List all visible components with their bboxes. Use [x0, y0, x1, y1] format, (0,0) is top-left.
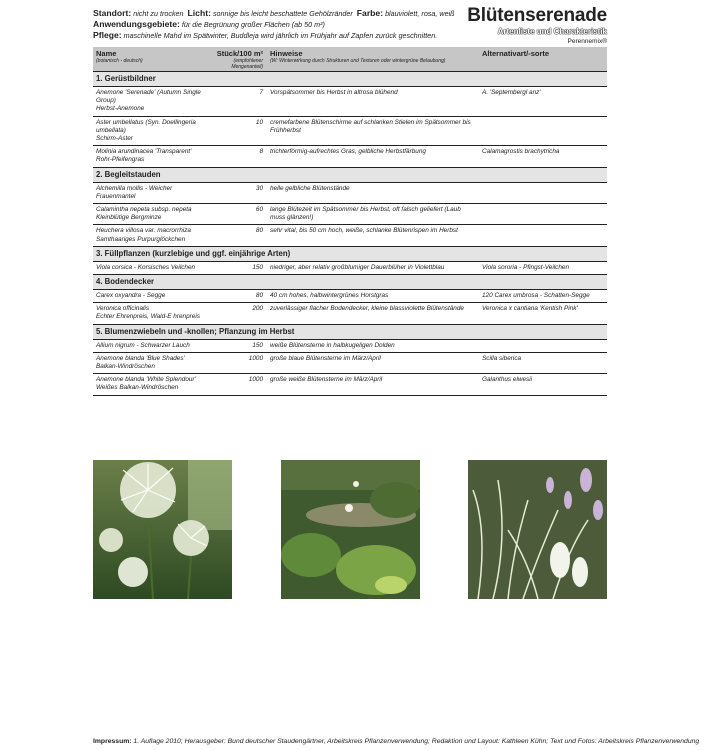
species-name: [93, 182, 211, 203]
species-name: [93, 225, 211, 246]
table-row: [93, 290, 607, 303]
species-name: [93, 116, 211, 146]
standort-label: Standort:: [93, 8, 132, 18]
species-hint: trichterförmig-aufrechtes Gras, gelbliche Herbstfärbung: [267, 146, 479, 167]
species-count: 200: [211, 303, 267, 324]
imprint: [93, 738, 699, 745]
botanical-name: Anemone blanda 'White Splendour': [96, 376, 196, 384]
header-name: Name (botanisch - deutsch): [93, 47, 211, 72]
anwendung-label: Anwendungsgebiete:: [93, 19, 180, 29]
species-count: 30: [211, 182, 267, 203]
header-alt: Alternativart/-sorte: [479, 47, 607, 72]
species-name: [93, 339, 211, 352]
botanical-name: Molinia arundinacea 'Transparent': [96, 148, 192, 156]
common-name: Herbst-Anemone: [96, 105, 145, 113]
table-row: [93, 374, 607, 395]
species-count: 150: [211, 339, 267, 352]
species-alternative: Veronica x cantiana 'Kentish Pink': [479, 303, 607, 324]
species-hint: weiße Blütensterne in halbkugeligen Dolden: [267, 339, 479, 352]
table-row: [93, 303, 607, 324]
page-title: Blütenserenade: [467, 5, 607, 26]
header-count: Stück/100 m² (empfohlener Mengenanteil): [211, 47, 267, 72]
common-name: Rohr-Pfeifengras: [96, 156, 145, 164]
table-header-row: [93, 47, 607, 72]
species-count: 8: [211, 146, 267, 167]
species-name: [93, 290, 211, 303]
species-hint: zuverlässiger flacher Bodendecker, kleine blassviolette Blütenstände: [267, 303, 479, 324]
common-name: Kleinblütige Bergminze: [96, 214, 162, 222]
table-row: [93, 352, 607, 373]
licht-label: Licht:: [187, 8, 211, 18]
species-hint: große blaue Blütensterne im März/April: [267, 352, 479, 373]
species-name: [93, 261, 211, 274]
common-name: Samthaariges Purpurglöckchen: [96, 235, 186, 243]
table-row: [93, 116, 607, 146]
species-name: [93, 352, 211, 373]
anwendung-value: für die Begrünung großer Flächen (ab 50 m²): [181, 20, 325, 29]
section-row: [93, 72, 607, 87]
botanical-name: Allium nigrum - Schwarzer Lauch: [96, 341, 190, 349]
section-title: 1. Gerüstbildner: [93, 72, 607, 87]
table-row: [93, 87, 607, 117]
table-row: [93, 182, 607, 203]
species-hint: lange Blütezeit im Spätsommer bis Herbst, oft falsch geliefert (Laub muss glänzen!): [267, 204, 479, 225]
species-hint: helle gelbliche Blütenstände: [267, 182, 479, 203]
species-alternative: A. 'Septembergl anz': [479, 87, 607, 117]
species-name: [93, 303, 211, 324]
species-count: 1000: [211, 374, 267, 395]
species-alternative: Scilla siberica: [479, 352, 607, 373]
site-line-2: [93, 19, 473, 30]
botanical-name: Viola corsica - Korsisches Veilchen: [96, 263, 196, 271]
species-name: [93, 87, 211, 117]
species-alternative: [479, 204, 607, 225]
title-block: [467, 5, 607, 46]
photo-garden-bed: [281, 460, 420, 599]
species-alternative: [479, 339, 607, 352]
section-row: [93, 246, 607, 261]
species-count: 10: [211, 116, 267, 146]
page-subtitle: Artenliste und Charakteristik: [497, 27, 607, 36]
species-table: [93, 47, 607, 396]
section-title: 2. Begleitstauden: [93, 167, 607, 182]
table-row: [93, 339, 607, 352]
species-count: 80: [211, 290, 267, 303]
site-info: [93, 8, 473, 41]
header-hint: Hinweise (W: Winterwirkung durch Strukturen und Texturen oder wintergrüne Belaubung): [267, 47, 479, 72]
licht-value: sonnige bis leicht beschattete Gehölzränder: [212, 9, 353, 18]
species-alternative: Calamagrostis brachytricha: [479, 146, 607, 167]
section-row: [93, 324, 607, 339]
species-name: [93, 374, 211, 395]
species-count: 7: [211, 87, 267, 117]
photo-allium-flowers: [93, 460, 232, 599]
common-name: Echter Ehrenpreis, Wald-E hrenpreis: [96, 313, 200, 321]
botanical-name: Calamintha nepeta subsp. nepeta: [96, 206, 192, 214]
common-name: Weißes Balkan-Windröschen: [96, 384, 179, 392]
botanical-name: Anemone blanda 'Blue Shades': [96, 354, 185, 362]
species-hint: sehr vital, bis 50 cm hoch, weiße, schlanke Blütenrispen im Herbst: [267, 225, 479, 246]
table-row: [93, 146, 607, 167]
photo-grasses-veronica: [468, 460, 607, 599]
species-alternative: 120 Carex umbrosa - Schatten-Segge: [479, 290, 607, 303]
site-line-3: [93, 30, 473, 41]
species-alternative: [479, 225, 607, 246]
botanical-name: Carex oxyandra - Segge: [96, 292, 166, 300]
table-row: [93, 225, 607, 246]
brand-label: Perennemix®: [567, 38, 607, 45]
section-title: 3. Füllpflanzen (kurzlebige und ggf. einjährige Arten): [93, 246, 607, 261]
botanical-name: Aster umbellatus (Syn. Doellingeria umbellata): [96, 118, 196, 134]
section-title: 5. Blumenzwiebeln und -knollen; Pflanzung im Herbst: [93, 324, 607, 339]
botanical-name: Veronica officinalis: [96, 305, 150, 313]
species-hint: Vorspätsommer bis Herbst in altrosa blühend: [267, 87, 479, 117]
farbe-value: blauviolett, rosa, weiß: [385, 9, 455, 18]
species-count: 80: [211, 225, 267, 246]
species-name: [93, 146, 211, 167]
common-name: Schirm-Aster: [96, 135, 133, 143]
species-hint: niedriger, aber relativ großblumiger Dauerblüher in Violettblau: [267, 261, 479, 274]
species-count: 60: [211, 204, 267, 225]
species-hint: cremefarbene Blütenschirme auf schlanken Stielen im Spätsommer bis Frühherbst: [267, 116, 479, 146]
section-row: [93, 275, 607, 290]
imprint-label: Impressum:: [93, 738, 132, 745]
pflege-value: maschinelle Mahd im Spätwinter, Buddleja wird jährlich im Frühjahr auf Zapfen zurück geschnitten.: [123, 31, 438, 40]
species-alternative: Galanthus elwesii: [479, 374, 607, 395]
species-alternative: [479, 116, 607, 146]
botanical-name: Alchemilla mollis - Weicher Frauenmantel: [96, 184, 173, 200]
species-count: 150: [211, 261, 267, 274]
species-name: [93, 204, 211, 225]
standort-value: nicht zu trocken: [133, 9, 184, 18]
botanical-name: Heuchera villosa var. macrorrhiza: [96, 227, 191, 235]
pflege-label: Pflege:: [93, 30, 122, 40]
table-row: [93, 261, 607, 274]
section-title: 4. Bodendecker: [93, 275, 607, 290]
species-hint: große weiße Blütensterne im März/April: [267, 374, 479, 395]
site-line-1: [93, 8, 473, 19]
botanical-name: Anemone 'Serenade' (Autumn Single Group): [96, 89, 201, 105]
common-name: Balkan-Windröschen: [96, 363, 155, 371]
section-row: [93, 167, 607, 182]
species-count: 1000: [211, 352, 267, 373]
species-alternative: Viola sororia - Pfingst-Veilchen: [479, 261, 607, 274]
species-alternative: [479, 182, 607, 203]
farbe-label: Farbe:: [356, 8, 384, 18]
species-hint: 40 cm hohes, halbwintergrünes Horstgras: [267, 290, 479, 303]
imprint-text: 1. Auflage 2010; Herausgeber: Bund deutscher Staudengärtner, Arbeitskreis Pflanzenverwendung; Redaktion und Layout: Kathleen Kühn; Text und Fotos: Arbeitskreis Pflanzenverwendung: [133, 738, 700, 745]
table-row: [93, 204, 607, 225]
